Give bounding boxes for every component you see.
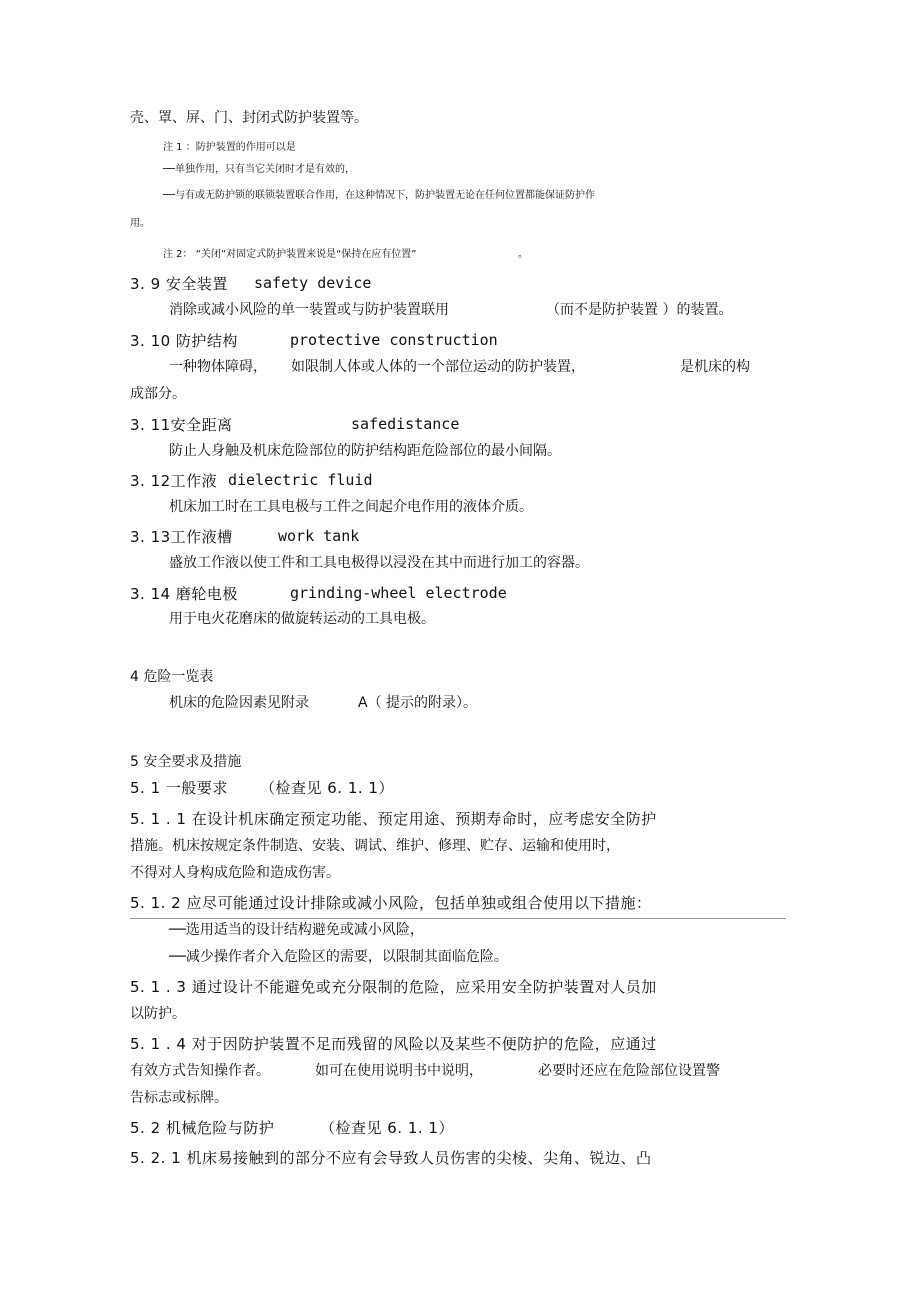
note-1-item: ──与有或无防护锁的联锁装置联合作用，在这种情况下，防护装置无论在任何位置都能保证防护作 xyxy=(163,190,596,201)
paragraph: 5. 1 . 4 对于因防护装置不足而残留的风险以及某些不便防护的危险，应通过 xyxy=(130,1035,657,1053)
note-2-end: 。 xyxy=(518,249,528,260)
note-2: 注 2： “关闭”对固定式防护装置来说是“保持在应有位置” xyxy=(163,249,417,260)
paragraph: 5. 1 . 1 在设计机床确定预定功能、预定用途、预期寿命时，应考虑安全防护 xyxy=(130,810,657,828)
term-definition: 用于电火花磨床的做旋转运动的工具电极。 xyxy=(169,611,435,627)
list-item: ──选用适当的设计结构避免或减小风险， xyxy=(169,922,424,938)
term-definition: 机床加工时在工具电极与工件之间起介电作用的液体介质。 xyxy=(169,499,533,515)
clause-heading: 5. 1 一般要求 xyxy=(130,779,228,797)
term-english: safedistance xyxy=(351,415,460,433)
note-1-title: 注 1 ：防护装置的作用可以是 xyxy=(163,142,296,153)
horizontal-rule xyxy=(130,918,786,919)
note-1-item-cont: 用。 xyxy=(130,218,150,229)
paragraph: 不得对人身构成危险和造成伤害。 xyxy=(130,865,340,881)
term-definition: 防止人身触及机床危险部位的防护结构距危险部位的最小间隔。 xyxy=(169,443,561,459)
term-definition: （而不是防护装置 ）的装置。 xyxy=(546,302,733,318)
term-number: 3. 9 安全装置 xyxy=(130,275,228,293)
paragraph: 以防护。 xyxy=(130,1006,186,1022)
term-english: grinding-wheel electrode xyxy=(290,584,507,602)
section-heading: 5 安全要求及措施 xyxy=(130,754,242,770)
term-number: 3. 14 磨轮电极 xyxy=(130,585,238,603)
clause-heading: （检查见 6. 1. 1） xyxy=(260,779,394,797)
clause-heading: 5. 2 机械危险与防护 xyxy=(130,1119,275,1137)
term-definition: 如限制人体或人体的一个部位运动的防护装置， xyxy=(291,359,585,375)
note-1-item: ──单独作用，只有当它关闭时才是有效的， xyxy=(163,164,356,175)
paragraph: 必要时还应在危险部位设置警 xyxy=(538,1063,720,1079)
paragraph: 5. 2. 1 机床易接触到的部分不应有会导致人员伤害的尖棱、尖角、锐边、凸 xyxy=(130,1149,652,1167)
list-item: ──减少操作者介入危险区的需要，以限制其面临危险。 xyxy=(169,949,508,965)
paragraph: A（ 提示的附录）。 xyxy=(358,695,478,711)
paragraph: 告标志或标牌。 xyxy=(130,1090,228,1106)
term-english: safety device xyxy=(254,274,372,292)
term-english: protective construction xyxy=(290,331,498,349)
paragraph: 如可在使用说明书中说明， xyxy=(315,1063,483,1079)
section-heading: 4 危险一览表 xyxy=(130,669,214,685)
paragraph: 5. 1 . 3 通过设计不能避免或充分限制的危险，应采用安全防护装置对人员加 xyxy=(130,978,657,996)
paragraph: 机床的危险因素见附录 xyxy=(169,695,309,711)
term-english: dielectric fluid xyxy=(228,471,373,489)
term-english: work tank xyxy=(278,527,360,545)
paragraph: 措施。机床按规定条件制造、安装、调试、维护、修理、贮存、运输和使用时， xyxy=(130,838,620,854)
text-line: 壳、罩、屏、门、封闭式防护装置等。 xyxy=(130,110,368,126)
term-definition: 一种物体障碍， xyxy=(169,359,267,375)
paragraph: 5. 1. 2 应尽可能通过设计排除或减小风险，包括单独或组合使用以下措施： xyxy=(130,894,652,912)
term-number: 3. 13工作液槽 xyxy=(130,528,233,546)
paragraph: 有效方式告知操作者。 xyxy=(130,1063,270,1079)
term-definition: 盛放工作液以使工件和工具电极得以浸没在其中而进行加工的容器。 xyxy=(169,555,589,571)
term-definition: 成部分。 xyxy=(130,386,186,402)
clause-heading: （检查见 6. 1. 1） xyxy=(320,1119,454,1137)
term-number: 3. 11安全距离 xyxy=(130,416,233,434)
term-number: 3. 10 防护结构 xyxy=(130,332,238,350)
term-definition: 消除或减小风险的单一装置或与防护装置联用 xyxy=(169,302,449,318)
term-definition: 是机床的构 xyxy=(680,359,750,375)
term-number: 3. 12工作液 xyxy=(130,472,218,490)
